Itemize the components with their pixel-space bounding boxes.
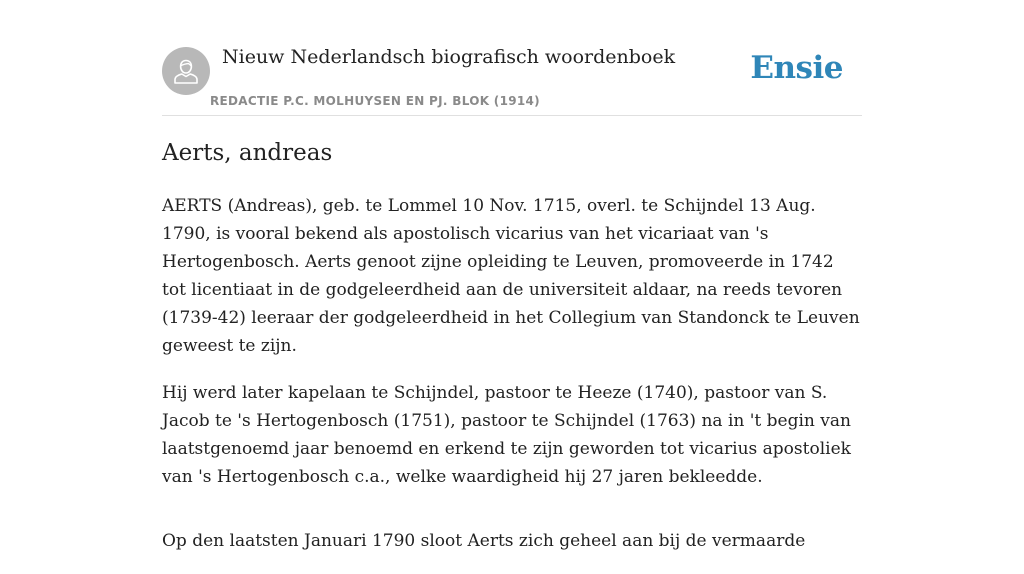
avatar[interactable] [162, 47, 210, 95]
editors-subtitle: REDACTIE P.C. MOLHUYSEN EN PJ. BLOK (1914) [210, 94, 540, 108]
header [162, 0, 862, 116]
entry-body [162, 192, 862, 574]
user-icon [173, 57, 199, 85]
entry-paragraph: AERTS (Andreas), geb. te Lommel 10 Nov. 1715, overl. te Schijndel 13 Aug. 1790, is vooral bekend als apostolisch vicarius van het vicariaat van 's Hertogenbosch. Aerts genoot zijne opleiding te Leuven, promoveerde in 1742 tot licentiaat in de godgeleerdheid aan de universiteit aldaar, na reeds tevoren (1739-42) leeraar der godgeleerdheid in het Collegium van Standonck te Leuven geweest te zijn. [162, 196, 860, 356]
entry-paragraph: Op den laatsten Januari 1790 sloot Aerts zich geheel aan bij de vermaarde [162, 531, 806, 551]
ensie-logo[interactable]: Ensie [750, 50, 843, 86]
entry-title: Aerts, andreas [162, 140, 333, 166]
entry-paragraph: Hij werd later kapelaan te Schijndel, pastoor te Heeze (1740), pastoor van S. Jacob te 's Hertogenbosch (1751), pastoor te Schijndel (1763) na in 't begin van laatstgenoemd jaar benoemd en erkend te zijn geworden tot vicarius apostoliek van 's Hertogenbosch c.a., welke waardigheid hij 27 jaren bekleedde. [162, 383, 851, 487]
book-title-link[interactable]: Nieuw Nederlandsch biografisch woordenboek [222, 46, 676, 68]
page-container [162, 0, 862, 551]
